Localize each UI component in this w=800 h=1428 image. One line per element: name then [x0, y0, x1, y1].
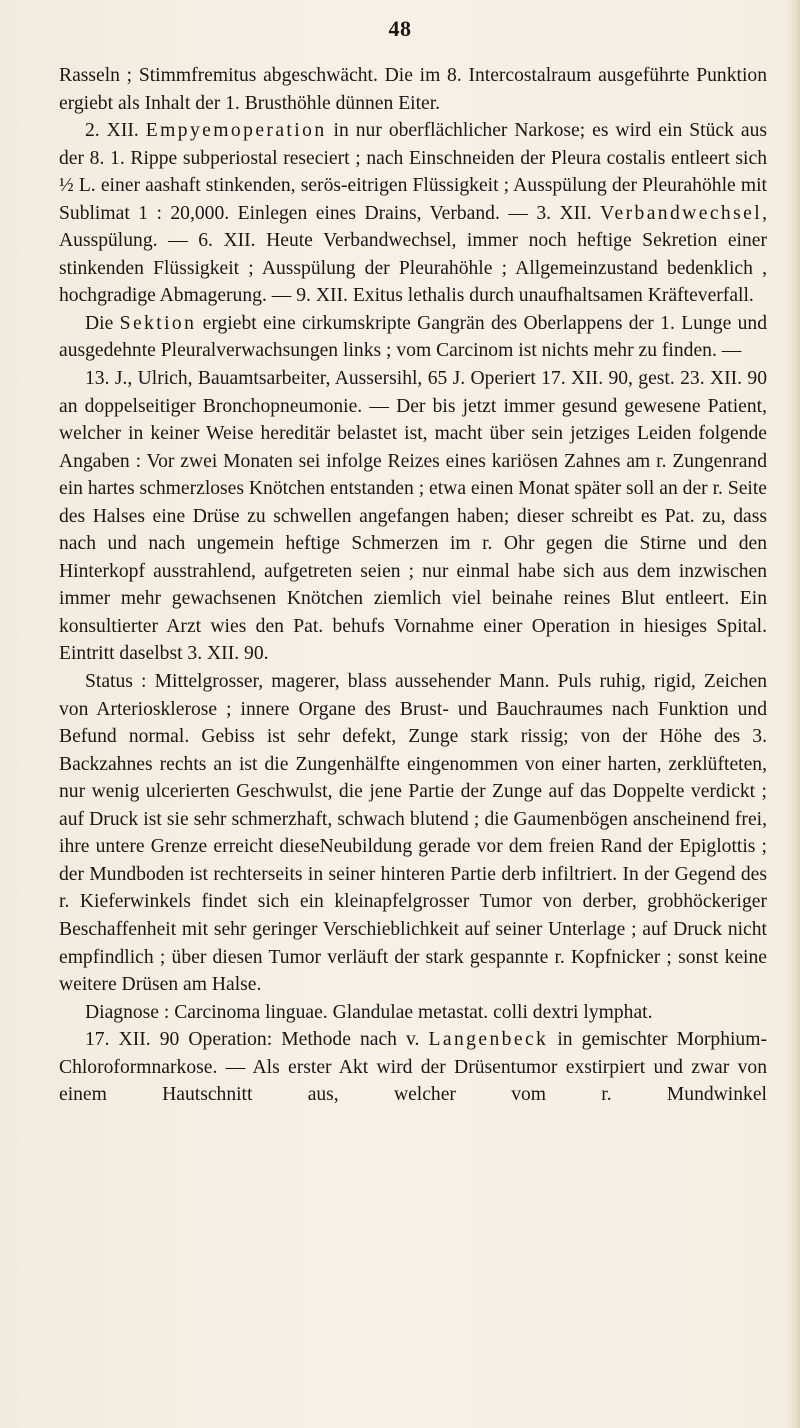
text-run: Die: [85, 312, 120, 334]
emphasized-term: Empyemoperation: [145, 120, 327, 142]
text-run: ergiebt eine cirkumskripte Gangrän des Oberlappens der 1. Lunge und ausgedehnte Pleuralverwachsungen links ; vom Carcinom ist nichts mehr zu finden. —: [59, 312, 767, 362]
paragraph-p5: Status : Mittelgrosser, magerer, blass aussehender Mann. Puls ruhig, rigid, Zeichen von Arteriosklerose ; innere Organe des Brust- und Bauchraumes nach Funktion und Befund normal. Gebiss ist sehr defekt, Zunge stark rissig; von der Höhe des 3. Backzahnes rechts an ist die Zungenhälfte eingenommen von einer harten, zerklüfteten, nur wenig ulcerierten Geschwulst, die jene Partie der Zunge auf das Doppelte verdickt ; auf Druck ist sie sehr schmerzhaft, schwach blutend ; die Gaumenbögen anscheinend frei, ihre untere Grenze erreicht dieseNeubildung gerade vor dem freien Rand der Epiglottis ; der Mundboden ist rechterseits in seiner hinteren Partie derb infiltriert. In der Gegend des r. Kieferwinkels findet sich ein kleinapfelgrosser Tumor von derber, grobhöckeriger Beschaffenheit mit sehr geringer Verschieblichkeit auf seiner Unterlage ; auf Druck nicht empfindlich ; über diesen Tumor verläuft der stark gespannte r. Kopfnicker ; sonst keine weitere Drüsen am Halse.: [59, 671, 767, 996]
paragraph-p6: Diagnose : Carcinoma linguae. Glandulae metastat. colli dextri lymphat.: [85, 1001, 653, 1023]
text-run: 17. XII. 90 Operation: Methode nach v.: [85, 1029, 429, 1051]
text-run: , Ausspülung. — 6. XII. Heute Verbandwechsel, immer noch heftige Sekretion einer stinkenden Flüssigkeit ; Ausspülung der Pleurahöhle ; Allgemeinzustand bedenklich , hochgradige Abmagerung. — 9. XII. Exitus lethalis durch unaufhaltsamen Kräfteverfall.: [59, 202, 767, 307]
paragraph-p3: [59, 310, 767, 365]
paragraph-p7: [59, 1026, 767, 1109]
paragraph-p4: 13. J., Ulrich, Bauamtsarbeiter, Aussersihl, 65 J. Operiert 17. XII. 90, gest. 23. XII. 90 an doppelseitiger Bronchopneumonie. — Der bis jetzt immer gesund gewesene Patient, welcher in keiner Weise hereditär belastet ist, macht über sein jetziges Leiden folgende Angaben : Vor zwei Monaten sei infolge Reizes eines kariösen Zahnes am r. Zungenrand ein hartes schmerzloses Knötchen entstanden ; etwa einen Monat später soll an der r. Seite des Halses eine Drüse zu schwellen angefangen haben; dieser schreibt es Pat. zu, dass nach und nach ungemein heftige Schmerzen im r. Ohr gegen die Stirne und den Hinterkopf ausstrahlend, aufgetreten seien ; nur einmal habe sich aus dem inzwischen immer mehr gewachsenen Knötchen ziemlich viel beinahe reines Blut entleert. Ein konsultierter Arzt wies den Pat. behufs Vornahme einer Operation in hiesiges Spital. Eintritt daselbst 3. XII. 90.: [59, 368, 767, 665]
paragraph-p2: [59, 117, 767, 310]
page-number: 48: [388, 16, 412, 41]
emphasized-term: Langenbeck: [428, 1029, 549, 1051]
body-text: [59, 62, 767, 1109]
page-edge-shadow: [786, 0, 800, 1428]
text-run: in gemischter Morphium-Chloroformnarkose. — Als erster Akt wird der Drüsentumor exstirpiert und zwar von einem Hautschnitt aus, welcher vom r. Mundwinkel: [59, 1029, 767, 1106]
text-run: 2. XII.: [85, 120, 146, 142]
paragraph-p1: Rasseln ; Stimmfremitus abgeschwächt. Die im 8. Intercostalraum ausgeführte Punktion ergiebt als Inhalt der 1. Brusthöhle dünnen Eiter.: [59, 65, 767, 114]
emphasized-term: Verbandwechsel: [600, 202, 763, 224]
emphasized-term: Sektion: [119, 312, 197, 334]
text-run: in nur oberflächlicher Narkose; es wird ein Stück aus der 8. 1. Rippe subperiostal reseciert ; nach Einschneiden der Pleura costalis entleert sich ½ L. einer aashaft stinkenden, serös-eitrigen Flüssigkeit ; Ausspülung der Pleurahöhle mit Sublimat 1 : 20,000. Einlegen eines Drains, Verband. — 3. XII.: [59, 120, 767, 224]
